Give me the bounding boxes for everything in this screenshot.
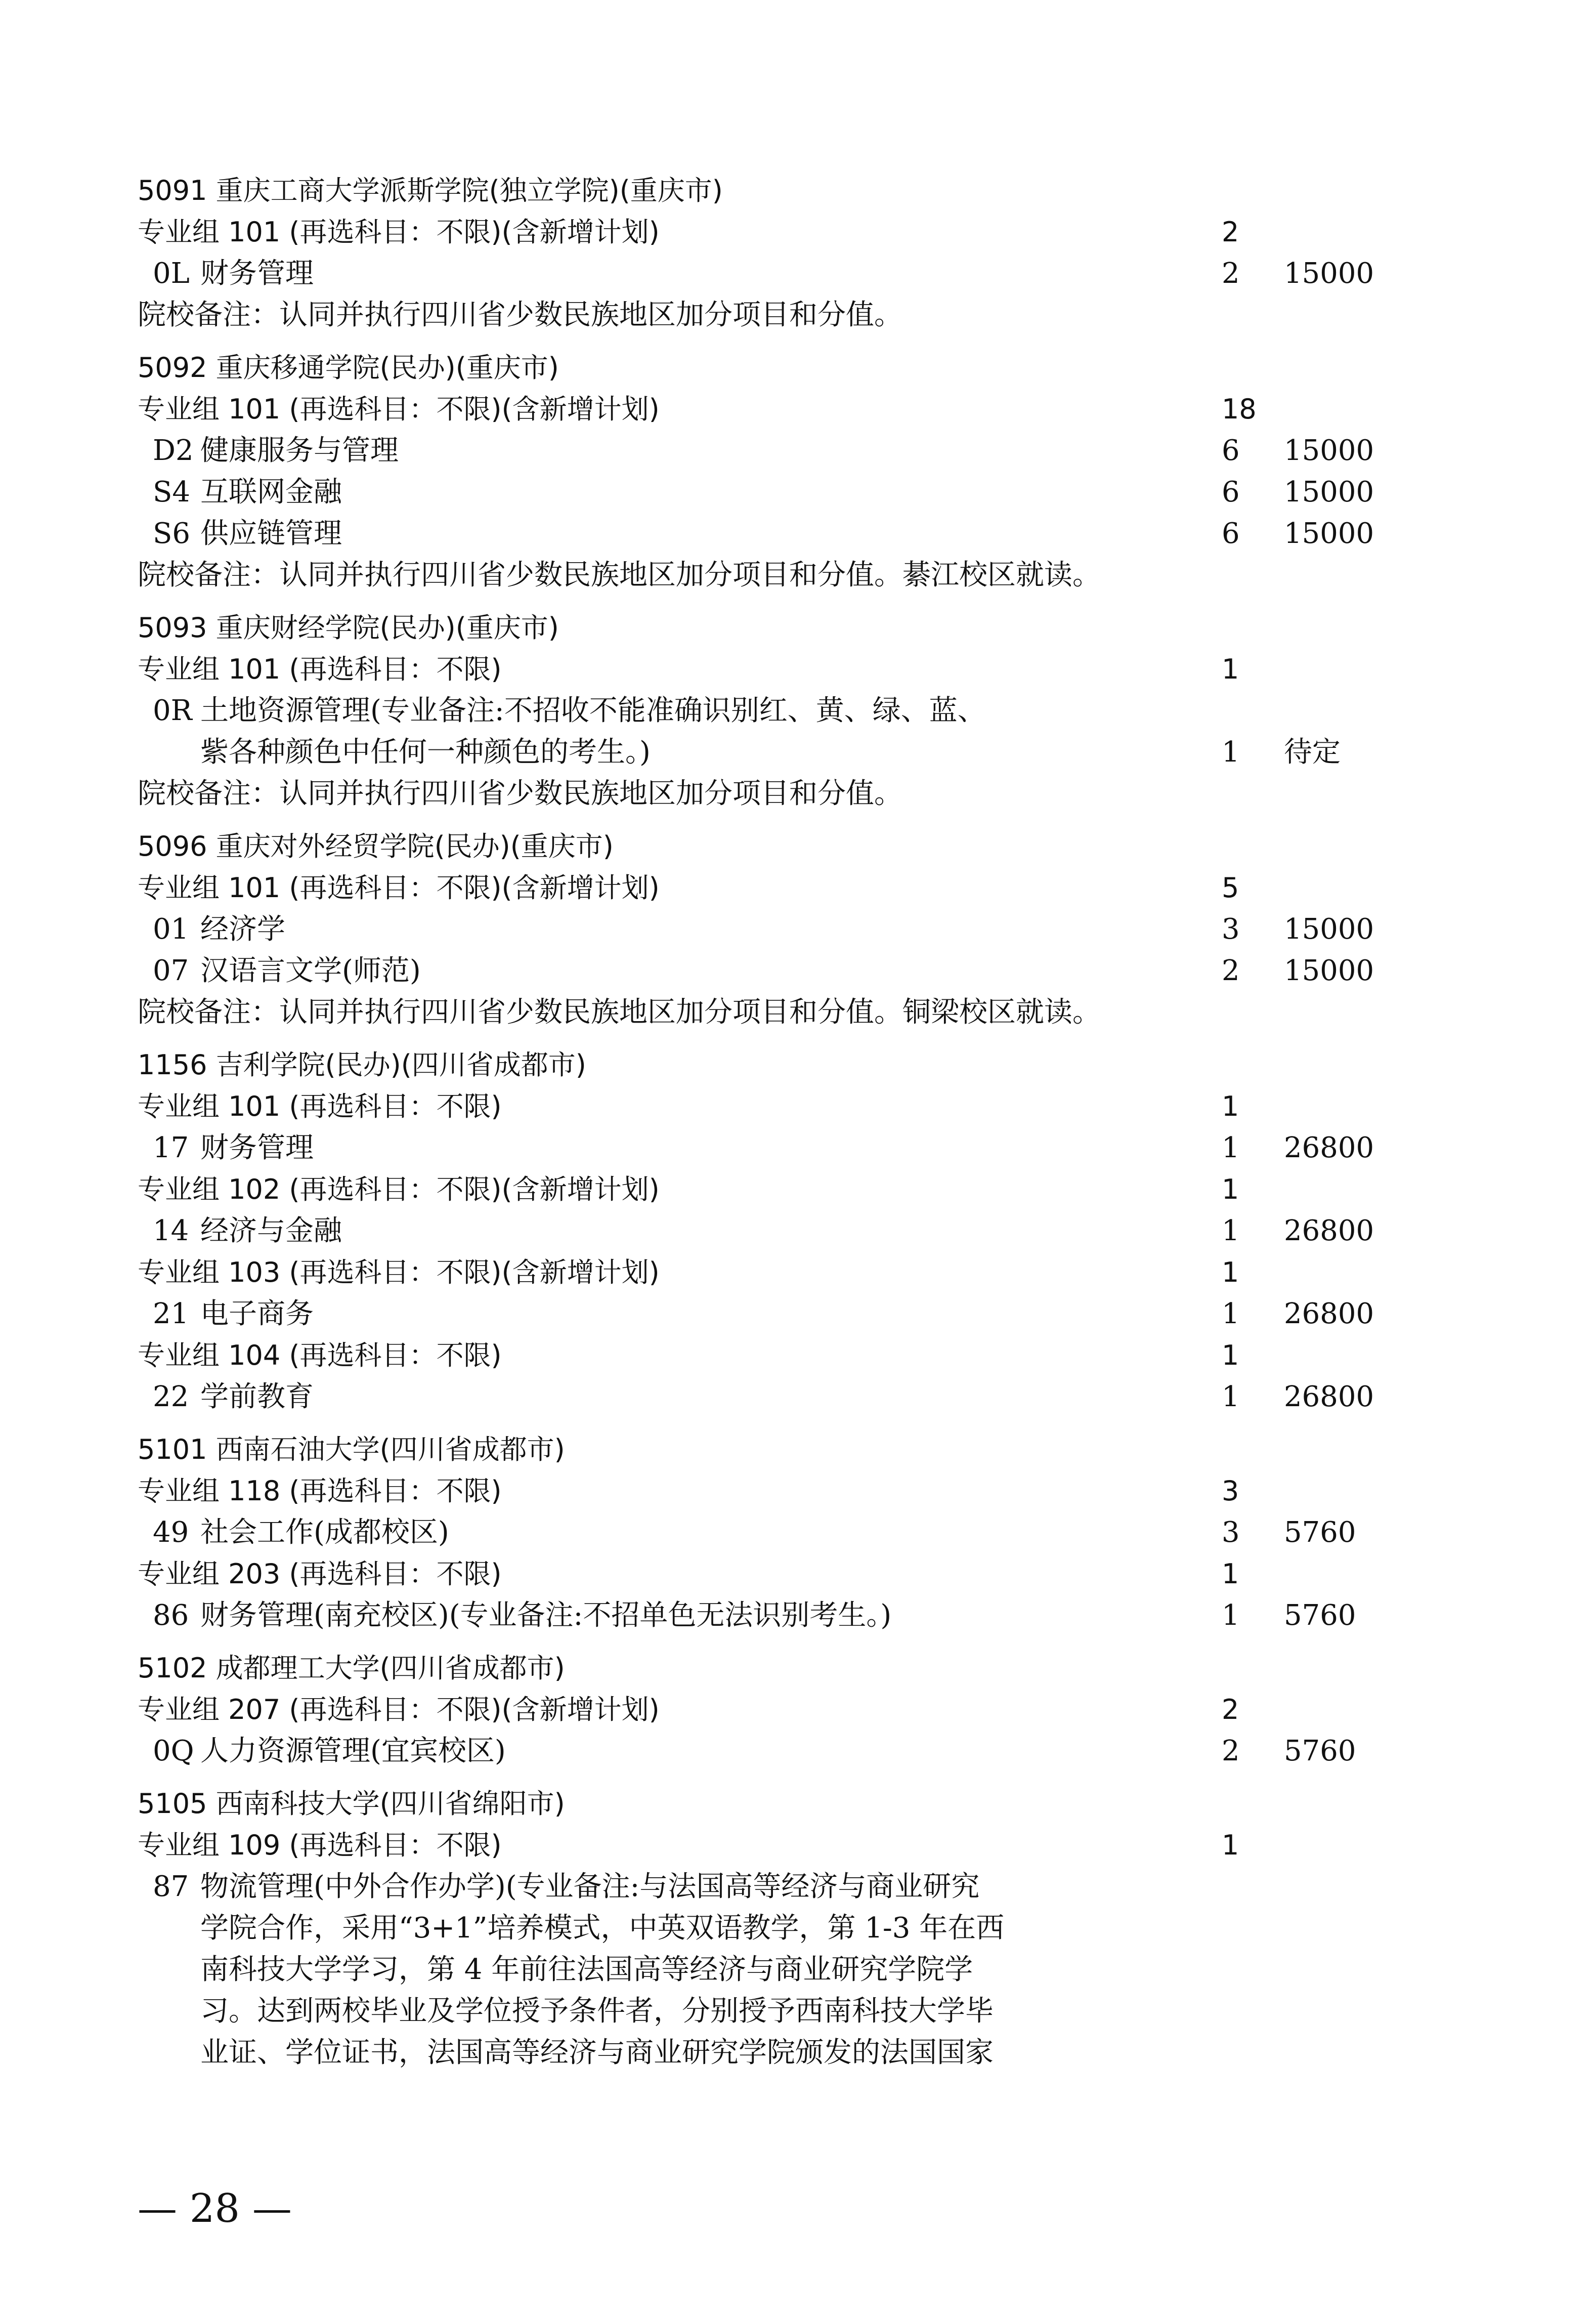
- major-group-row: [0, 389, 1596, 430]
- major-note-continuation: [0, 1991, 1596, 2032]
- major-code: 86: [153, 1599, 189, 1632]
- major-group-row: [0, 1689, 1596, 1731]
- school-note-text: 院校备注：认同并执行四川省少数民族地区加分项目和分值。: [138, 299, 902, 331]
- plan-count: 1: [1222, 1829, 1239, 1861]
- major-name: 经济学: [200, 913, 285, 946]
- group-label: 专业组 104 (再选科目：不限): [138, 1339, 502, 1371]
- plan-count: 1: [1222, 653, 1239, 685]
- school-note: [0, 555, 1596, 596]
- plan-count: 1: [1222, 1214, 1240, 1247]
- group-label: 专业组 102 (再选科目：不限)(含新增计划): [138, 1173, 660, 1205]
- major-name: 人力资源管理(宜宾校区): [200, 1735, 506, 1767]
- major-note-text: 习。达到两校毕业及学位授予条件者，分别授予西南科技大学毕: [200, 1995, 994, 2028]
- tuition-fee: 5760: [1284, 1516, 1356, 1549]
- plan-count: 1: [1222, 1339, 1239, 1371]
- major-row: [0, 1210, 1596, 1252]
- school-note: [0, 294, 1596, 336]
- plan-count: 1: [1222, 1131, 1240, 1164]
- plan-count: 18: [1222, 393, 1257, 425]
- major-name: 健康服务与管理: [200, 434, 399, 467]
- plan-count: 1: [1222, 1558, 1239, 1590]
- plan-count: 1: [1222, 1256, 1239, 1288]
- major-note-continuation: [0, 732, 1596, 773]
- plan-count: 5: [1222, 872, 1239, 904]
- group-label: 专业组 101 (再选科目：不限): [138, 1090, 502, 1122]
- major-row: [0, 690, 1596, 732]
- school-header: [0, 1648, 1596, 1689]
- major-note-continuation: [0, 1908, 1596, 1949]
- plan-count: 1: [1222, 1599, 1240, 1632]
- group-label: 专业组 101 (再选科目：不限)(含新增计划): [138, 393, 660, 425]
- plan-count: 1: [1222, 1173, 1239, 1205]
- school-name: 5102 成都理工大学(四川省成都市): [138, 1652, 565, 1684]
- school-name: 5093 重庆财经学院(民办)(重庆市): [138, 612, 559, 644]
- major-row: [0, 430, 1596, 472]
- tuition-fee: 5760: [1284, 1599, 1356, 1632]
- plan-count: 6: [1222, 517, 1240, 550]
- plan-count: 2: [1222, 1694, 1239, 1725]
- school-header: [0, 1783, 1596, 1825]
- group-label: 专业组 101 (再选科目：不限)(含新增计划): [138, 872, 660, 904]
- group-label: 专业组 203 (再选科目：不限): [138, 1558, 502, 1590]
- major-code: 0R: [153, 694, 192, 727]
- school-note: [0, 992, 1596, 1033]
- major-name: 汉语言文学(师范): [200, 954, 421, 987]
- major-note-continuation: [0, 2032, 1596, 2074]
- tuition-fee: 待定: [1284, 736, 1341, 769]
- major-name: 供应链管理: [200, 517, 342, 550]
- major-row: [0, 1376, 1596, 1418]
- major-note-text: 业证、学位证书，法国高等经济与商业研究学院颁发的法国国家: [200, 2036, 994, 2069]
- group-label: 专业组 101 (再选科目：不限)(含新增计划): [138, 216, 660, 248]
- plan-count: 3: [1222, 913, 1240, 946]
- tuition-fee: 15000: [1284, 954, 1374, 987]
- major-note-continuation: [0, 1949, 1596, 1991]
- school-header: [0, 170, 1596, 212]
- major-row: [0, 253, 1596, 294]
- major-note-text: 学院合作，采用“3+1”培养模式，中英双语教学，第 1-3 年在西: [200, 1912, 1005, 1945]
- major-row: [0, 513, 1596, 555]
- major-code: 87: [153, 1870, 189, 1903]
- major-group-row: [0, 1169, 1596, 1210]
- major-code: 07: [153, 954, 189, 987]
- school-name: 5101 西南石油大学(四川省成都市): [138, 1433, 565, 1465]
- tuition-fee: 5760: [1284, 1735, 1356, 1767]
- major-group-row: [0, 649, 1596, 690]
- school-header: [0, 607, 1596, 649]
- major-note-text: 南科技大学学习，第 4 年前往法国高等经济与商业研究学院学: [200, 1953, 973, 1986]
- major-code: 14: [153, 1214, 189, 1247]
- major-group-row: [0, 1086, 1596, 1127]
- school-header: [0, 826, 1596, 867]
- school-note: [0, 773, 1596, 815]
- group-label: 专业组 103 (再选科目：不限)(含新增计划): [138, 1256, 660, 1288]
- major-name: 电子商务: [200, 1297, 314, 1330]
- tuition-fee: 15000: [1284, 913, 1374, 946]
- major-name: 互联网金融: [200, 476, 342, 509]
- plan-count: 3: [1222, 1475, 1239, 1507]
- plan-count: 6: [1222, 434, 1240, 467]
- major-code: 22: [153, 1380, 189, 1413]
- major-name: 财务管理: [200, 1131, 314, 1164]
- school-note-text: 院校备注：认同并执行四川省少数民族地区加分项目和分值。綦江校区就读。: [138, 559, 1101, 592]
- group-label: 专业组 109 (再选科目：不限): [138, 1829, 502, 1861]
- tuition-fee: 26800: [1284, 1297, 1374, 1330]
- major-row: [0, 1595, 1596, 1636]
- major-group-row: [0, 1470, 1596, 1512]
- school-name: 5092 重庆移通学院(民办)(重庆市): [138, 352, 559, 384]
- plan-count: 6: [1222, 476, 1240, 509]
- major-name: 土地资源管理(专业备注:不招收不能准确识别红、黄、绿、蓝、: [200, 694, 986, 727]
- plan-count: 1: [1222, 1380, 1240, 1413]
- school-header: [0, 1429, 1596, 1470]
- plan-count: 2: [1222, 954, 1240, 987]
- major-name: 学前教育: [200, 1380, 314, 1413]
- major-code: S6: [153, 517, 190, 550]
- group-label: 专业组 101 (再选科目：不限): [138, 653, 502, 685]
- school-name: 1156 吉利学院(民办)(四川省成都市): [138, 1049, 586, 1081]
- school-header: [0, 1044, 1596, 1086]
- school-name: 5105 西南科技大学(四川省绵阳市): [138, 1788, 565, 1820]
- major-code: 0Q: [153, 1735, 194, 1767]
- major-name: 社会工作(成都校区): [200, 1516, 449, 1549]
- major-note-text: 紫各种颜色中任何一种颜色的考生。): [200, 736, 651, 769]
- major-name: 财务管理(南充校区)(专业备注:不招单色无法识别考生。): [200, 1599, 892, 1632]
- tuition-fee: 15000: [1284, 434, 1374, 467]
- school-name: 5091 重庆工商大学派斯学院(独立学院)(重庆市): [138, 175, 723, 206]
- plan-count: 1: [1222, 1297, 1240, 1330]
- tuition-fee: 26800: [1284, 1214, 1374, 1247]
- tuition-fee: 26800: [1284, 1380, 1374, 1413]
- tuition-fee: 15000: [1284, 517, 1374, 550]
- plan-count: 1: [1222, 736, 1240, 769]
- group-label: 专业组 118 (再选科目：不限): [138, 1475, 502, 1507]
- major-code: D2: [153, 434, 194, 467]
- major-group-row: [0, 1553, 1596, 1595]
- major-code: S4: [153, 476, 190, 509]
- major-row: [0, 1731, 1596, 1772]
- major-row: [0, 909, 1596, 950]
- tuition-fee: 15000: [1284, 476, 1374, 509]
- major-row: [0, 1127, 1596, 1169]
- group-label: 专业组 207 (再选科目：不限)(含新增计划): [138, 1694, 660, 1725]
- major-code: 01: [153, 913, 189, 946]
- major-name: 物流管理(中外合作办学)(专业备注:与法国高等经济与商业研究: [200, 1870, 980, 1903]
- plan-count: 2: [1222, 216, 1239, 248]
- major-code: 49: [153, 1516, 189, 1549]
- major-group-row: [0, 212, 1596, 253]
- major-row: [0, 1293, 1596, 1335]
- major-name: 经济与金融: [200, 1214, 342, 1247]
- tuition-fee: 15000: [1284, 257, 1374, 290]
- major-code: 17: [153, 1131, 189, 1164]
- major-row: [0, 1866, 1596, 1908]
- school-note-text: 院校备注：认同并执行四川省少数民族地区加分项目和分值。: [138, 777, 902, 810]
- major-group-row: [0, 1825, 1596, 1866]
- major-row: [0, 950, 1596, 992]
- major-group-row: [0, 867, 1596, 909]
- major-group-row: [0, 1335, 1596, 1376]
- page-number: — 28 —: [138, 2186, 292, 2231]
- major-row: [0, 1512, 1596, 1553]
- major-name: 财务管理: [200, 257, 314, 290]
- major-code: 21: [153, 1297, 189, 1330]
- plan-count: 2: [1222, 257, 1240, 290]
- major-code: 0L: [153, 257, 190, 290]
- school-header: [0, 347, 1596, 389]
- plan-count: 3: [1222, 1516, 1240, 1549]
- major-row: [0, 472, 1596, 513]
- school-name: 5096 重庆对外经贸学院(民办)(重庆市): [138, 830, 614, 862]
- major-group-row: [0, 1252, 1596, 1293]
- plan-count: 2: [1222, 1735, 1240, 1767]
- tuition-fee: 26800: [1284, 1131, 1374, 1164]
- school-note-text: 院校备注：认同并执行四川省少数民族地区加分项目和分值。铜梁校区就读。: [138, 996, 1101, 1029]
- plan-count: 1: [1222, 1090, 1239, 1122]
